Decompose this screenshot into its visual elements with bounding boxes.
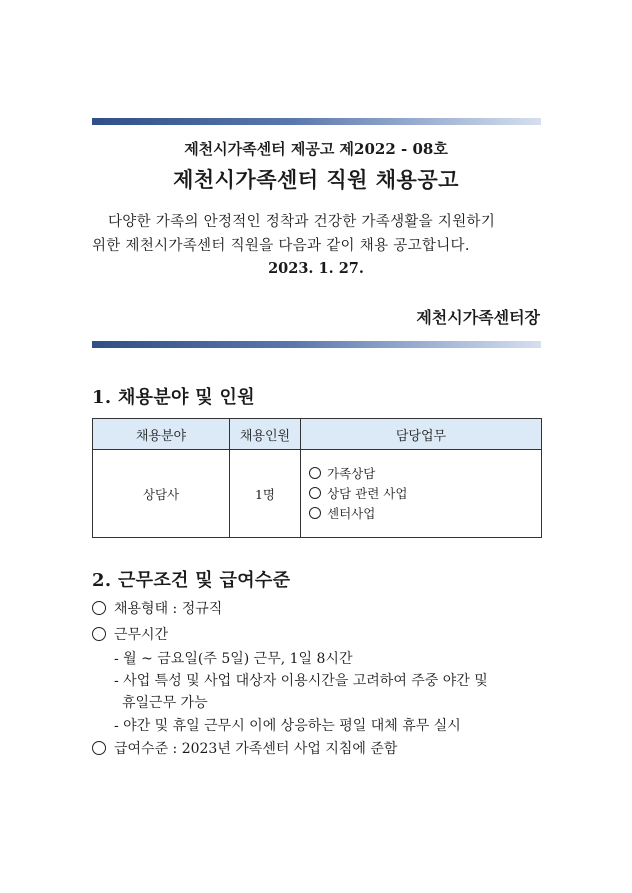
section-2-title: 2. 근무조건 및 급여수준: [92, 570, 291, 591]
circle-bullet-icon: [309, 487, 321, 499]
duty-text: 상담 관련 사업: [327, 485, 408, 501]
work-hours-detail-1: - 월 ~ 금요일(주 5일) 근무, 1일 8시간: [114, 651, 353, 667]
header-field: 채용분야: [93, 419, 230, 450]
duty-item: [309, 504, 540, 524]
circle-bullet-icon: [309, 467, 321, 479]
circle-bullet-icon: [92, 741, 106, 755]
table-header-row: [93, 419, 542, 450]
circle-bullet-icon: [92, 601, 106, 615]
notice-date: 2023. 1. 27.: [268, 260, 364, 277]
work-hours-detail-3: - 야간 및 휴일 근무시 이에 상응하는 평일 대체 휴무 실시: [114, 718, 461, 734]
notice-number: 제천시가족센터 제공고 제2022 - 08호: [184, 140, 448, 158]
recruitment-table: [92, 418, 542, 538]
work-hours-text: 근무시간: [114, 627, 169, 643]
intro-line-1: 다양한 가족의 안정적인 정착과 건강한 가족생활을 지원하기: [108, 214, 496, 230]
cell-count: 1명: [230, 450, 301, 538]
page-title: 제천시가족센터 직원 채용공고: [173, 167, 459, 192]
header-duties: 담당업무: [301, 419, 542, 450]
pay-level-text: 급여수준 : 2023년 가족센터 사업 지침에 준함: [114, 741, 398, 757]
issuer-name: 제천시가족센터장: [416, 308, 540, 327]
circle-bullet-icon: [92, 627, 106, 641]
header-count: 채용인원: [230, 419, 301, 450]
employment-type-text: 채용형태 : 정규직: [114, 601, 223, 617]
duty-item: [309, 464, 540, 484]
header-divider-bottom: [92, 341, 541, 348]
duty-text: 센터사업: [327, 505, 376, 521]
header-divider-top: [92, 118, 541, 125]
section-1-title: 1. 채용분야 및 인원: [92, 387, 255, 408]
work-hours-detail-2-cont: 휴일근무 가능: [122, 695, 208, 711]
duty-text: 가족상담: [327, 465, 376, 481]
duty-item: [309, 484, 540, 504]
cell-duties: [301, 450, 542, 538]
circle-bullet-icon: [309, 507, 321, 519]
pay-level-item: [92, 738, 397, 758]
table-row: [93, 450, 542, 538]
work-hours-item: [92, 624, 168, 644]
work-hours-detail-2: - 사업 특성 및 사업 대상자 이용시간을 고려하여 주중 야간 및: [114, 673, 488, 689]
intro-line-2: 위한 제천시가족센터 직원을 다음과 같이 채용 공고합니다.: [92, 238, 470, 254]
cell-field: 상담사: [93, 450, 230, 538]
employment-type-item: [92, 598, 222, 618]
